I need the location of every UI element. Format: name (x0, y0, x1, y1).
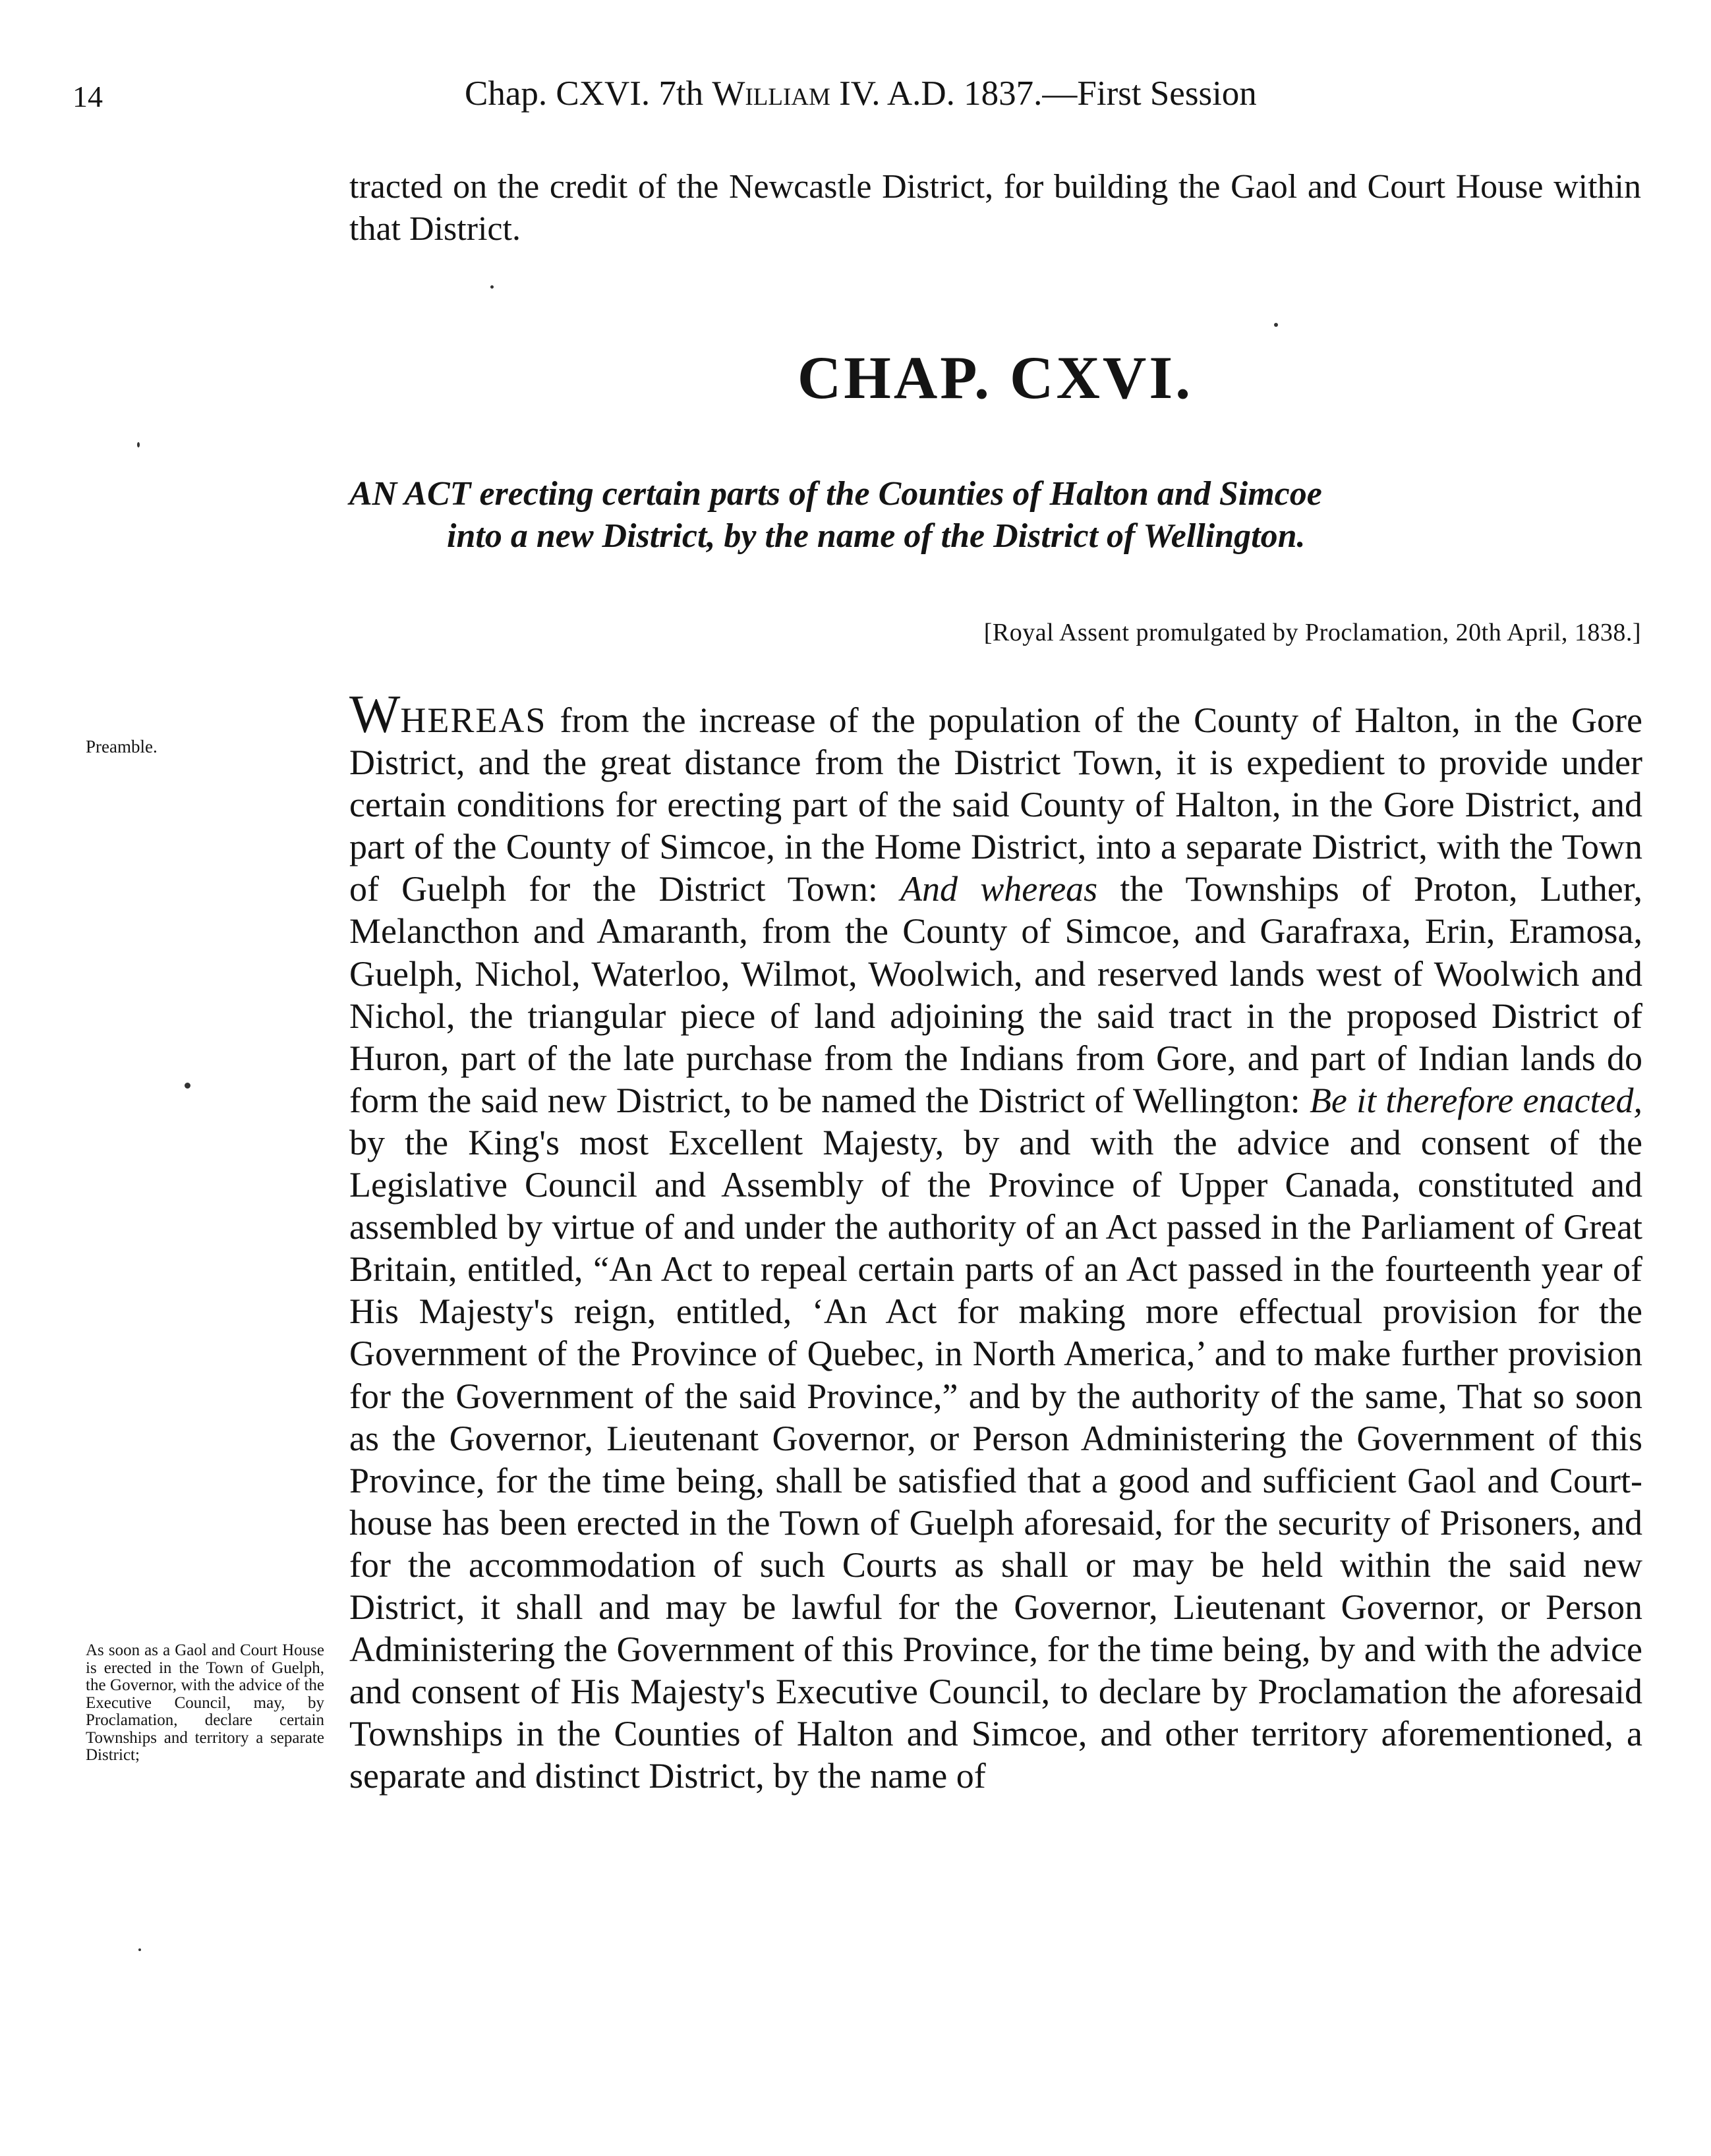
margin-note-preamble: Preamble. (86, 737, 158, 756)
body-italic-and-whereas: And whereas (900, 869, 1098, 909)
page-number: 14 (72, 80, 103, 113)
act-title (349, 473, 1641, 557)
scan-speck (137, 442, 140, 447)
opening-caps: HEREAS (400, 700, 547, 740)
scan-speck (1274, 323, 1278, 327)
running-head-suffix: IV. A.D. 1837.—First Session (830, 74, 1257, 113)
scan-speck (185, 1083, 190, 1089)
body-italic-enacted: Be it therefore enacted, (1309, 1080, 1643, 1120)
margin-note-district: As soon as a Gaol and Court House is erected in the Town of Guelph, the Governor, with the advice of the Executive Council, may, by Proclamation, declare certain Townships and territory a separate District; (86, 1641, 324, 1764)
body-paragraph (349, 684, 1643, 1797)
chapter-title: CHAP. CXVI. (797, 344, 1194, 411)
body-text-part-2: the Townships of Proton, Luther, Melancthon and Amaranth, from the County of Simcoe, and Garafraxa, Erin, Eramosa, Guelph, Nichol, Waterloo, Wilmot, Woolwich, and reserved lands west of Woolwich and Nichol, the triangular piece of land adjoining the said tract in the proposed District of Huron, part of the late purchase from the Indians from Gore, and part of Indian lands do form the said new District, to be named the District of Wellington: (349, 869, 1642, 1120)
body-text-part-3: by the King's most Excellent Majesty, by and with the advice and consent of the Legislative Council and Assembly of the Province of Upper Canada, constituted and assembled by virtue of and under the authority of an Act passed in the Parliament of Great Britain, entitled, “An Act to repeal certain parts of an Act passed in the fourteenth year of His Majesty's reign, entitled, ‘An Act for making more effectual provision for the Government of the Province of Quebec, in North America,’ and to make further provision for the Government of the said Province,” and by the authority of the same, That so soon as the Governor, Lieutenant Governor, or Person Administering the Government of this Province, for the time being, shall be satisfied that a good and sufficient Gaol and Court-house has been erected in the Town of Guelph aforesaid, for the security of Prisoners, and for the accommodation of such Courts as shall or may be held within the said new District, it shall and may be lawful for the Governor, Lieutenant Governor, or Person Administering the Government of this Province, for the time being, by and with the advice and consent of His Majesty's Executive Council, to declare by Proclamation the aforesaid Townships in the Counties of Halton and Simcoe, and other territory aforementioned, a separate and distinct District, by the name of (349, 1122, 1642, 1796)
running-head-prefix: Chap. CXVI. 7th (465, 74, 712, 113)
continuation-paragraph: tracted on the credit of the Newcastle District, for building the Gaol and Court House within that District. (349, 168, 1641, 248)
body-text-part-1: from the increase of the population of the County of Halton, in the Gore District, and the great distance from the District Town, it is expedient to provide under certain conditions for erecting part of the said County of Halton, in the Gore District, and part of the County of Simcoe, in the Home District, into a separate District, with the Town of Guelph for the District Town: (349, 700, 1642, 909)
running-head-name: William (712, 74, 830, 113)
running-head (465, 74, 1493, 113)
drop-letter: W (349, 684, 401, 744)
act-title-line-2: into a new District, by the name of the District of Wellington. (447, 517, 1306, 555)
scan-speck (138, 1948, 141, 1951)
royal-assent-note: [Royal Assent promulgated by Proclamation, 20th April, 1838.] (983, 619, 1641, 646)
act-title-line-1: AN ACT erecting certain parts of the Counties of Halton and Simcoe (349, 475, 1322, 513)
scan-speck (490, 285, 494, 289)
